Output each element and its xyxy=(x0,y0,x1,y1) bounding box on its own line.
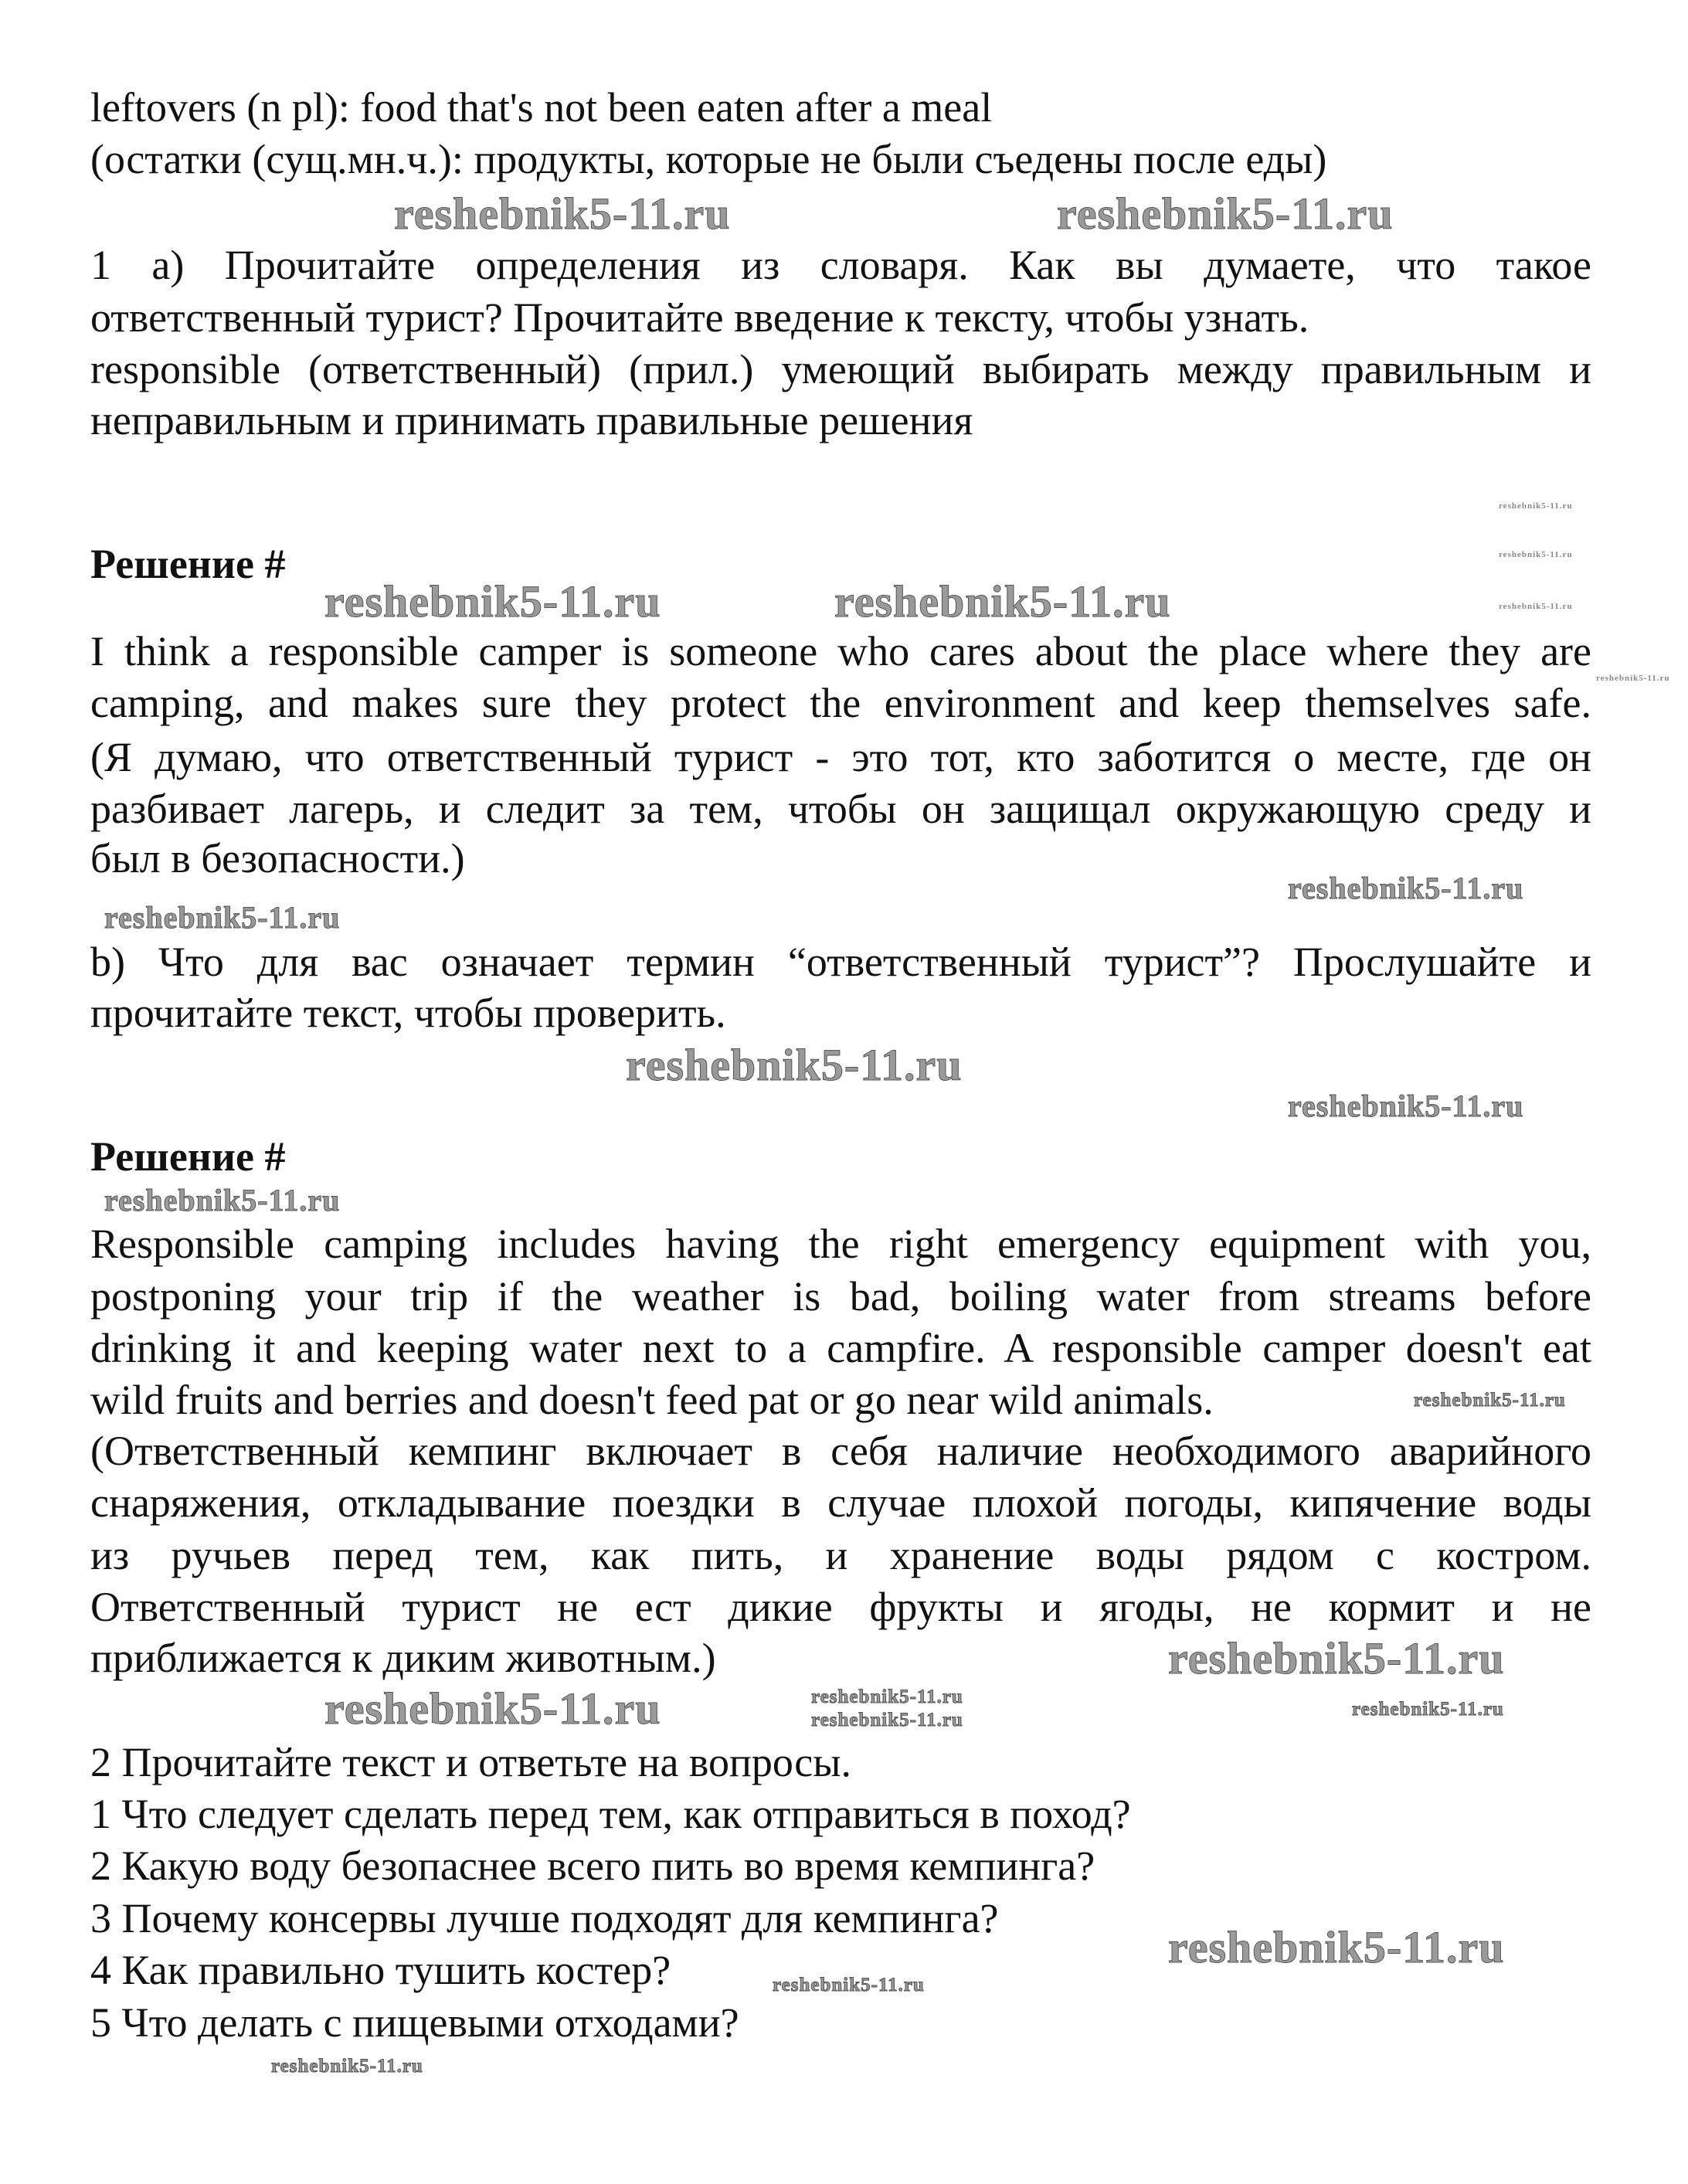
watermark: reshebnik5-11.ru xyxy=(1168,1633,1505,1683)
task-1a-line: неправильным и принимать правильные решения xyxy=(90,397,973,443)
watermark: reshebnik5-11.ru xyxy=(104,1183,341,1218)
watermark: reshebnik5-11.ru xyxy=(1288,1089,1524,1123)
task-2-question: 4 Как правильно тушить костер? xyxy=(90,1947,671,1993)
watermark: reshebnik5-11.ru xyxy=(811,1710,963,1731)
task-2-question: 5 Что делать с пищевыми отходами? xyxy=(90,1999,739,2046)
solution-line: camping, and makes sure they protect the environment and keep themselves safe. xyxy=(90,680,1591,726)
solution-line: приближается к диким животным.) xyxy=(90,1635,716,1681)
watermark: reshebnik5-11.ru xyxy=(394,189,731,239)
watermark: reshebnik5-11.ru xyxy=(1596,674,1670,683)
task-2-question: 2 Какую воду безопаснее всего пить во время кемпинга? xyxy=(90,1843,1095,1889)
watermark: reshebnik5-11.ru xyxy=(1168,1922,1505,1972)
solution-line: разбивает лагерь, и следит за тем, чтобы он защищал окружающую среду и xyxy=(90,786,1591,832)
watermark: reshebnik5-11.ru xyxy=(1288,871,1524,905)
solution-line: был в безопасности.) xyxy=(90,835,465,881)
watermark: reshebnik5-11.ru xyxy=(104,900,341,935)
task-1a-line: responsible (ответственный) (прил.) умеющий выбирать между правильным и xyxy=(90,346,1591,392)
solution-line: из ручьев перед тем, как пить, и хранение воды рядом с костром. xyxy=(90,1532,1591,1578)
solution-line: (Ответственный кемпинг включает в себя наличие необходимого аварийного xyxy=(90,1428,1591,1474)
task-1a-line: 1 a) Прочитайте определения из словаря. Как вы думаете, что такое xyxy=(90,242,1591,288)
solution-line: drinking it and keeping water next to a campfire. A responsible camper doesn't eat xyxy=(90,1325,1591,1371)
watermark: reshebnik5-11.ru xyxy=(626,1040,963,1090)
watermark: reshebnik5-11.ru xyxy=(271,2056,423,2077)
solution-line: Responsible camping includes having the right emergency equipment with you, xyxy=(90,1221,1591,1267)
solution-heading: Решение # xyxy=(90,541,286,587)
solution-heading: Решение # xyxy=(90,1133,286,1180)
solution-line: postponing your trip if the weather is bad, boiling water from streams before xyxy=(90,1273,1591,1320)
watermark: reshebnik5-11.ru xyxy=(1499,501,1573,511)
watermark: reshebnik5-11.ru xyxy=(324,1683,661,1734)
definition-line: leftovers (n pl): food that's not been eaten after a meal xyxy=(90,84,993,131)
task-2-question: 1 Что следует сделать перед тем, как отправиться в поход? xyxy=(90,1791,1131,1837)
solution-line: снаряжения, откладывание поездки в случае плохой погоды, кипячение воды xyxy=(90,1479,1591,1526)
definition-translation: (остатки (сущ.мн.ч.): продукты, которые не были съедены после еды) xyxy=(90,136,1327,182)
task-1a-line: ответственный турист? Прочитайте введение к тексту, чтобы узнать. xyxy=(90,294,1309,341)
watermark: reshebnik5-11.ru xyxy=(1499,550,1573,559)
solution-line: Ответственный турист не ест дикие фрукты и ягоды, не кормит и не xyxy=(90,1584,1591,1630)
watermark: reshebnik5-11.ru xyxy=(811,1686,963,1707)
solution-line: wild fruits and berries and doesn't feed pat or go near wild animals. xyxy=(90,1377,1214,1423)
task-2-question: 3 Почему консервы лучше подходят для кемпинга? xyxy=(90,1895,999,1941)
watermark: reshebnik5-11.ru xyxy=(1414,1390,1566,1411)
watermark: reshebnik5-11.ru xyxy=(1352,1699,1504,1720)
task-2-heading: 2 Прочитайте текст и ответьте на вопросы. xyxy=(90,1739,852,1785)
task-1b-line: b) Что для вас означает термин “ответственный турист”? Прослушайте и xyxy=(90,939,1591,985)
watermark: reshebnik5-11.ru xyxy=(324,576,661,627)
solution-line: I think a responsible camper is someone who cares about the place where they are xyxy=(90,628,1591,674)
task-1b-line: прочитайте текст, чтобы проверить. xyxy=(90,990,726,1036)
watermark: reshebnik5-11.ru xyxy=(1499,602,1573,611)
watermark: reshebnik5-11.ru xyxy=(1057,189,1394,239)
solution-line: (Я думаю, что ответственный турист - это тот, кто заботится о месте, где он xyxy=(90,734,1591,780)
watermark: reshebnik5-11.ru xyxy=(773,1975,925,1995)
watermark: reshebnik5-11.ru xyxy=(834,576,1171,627)
